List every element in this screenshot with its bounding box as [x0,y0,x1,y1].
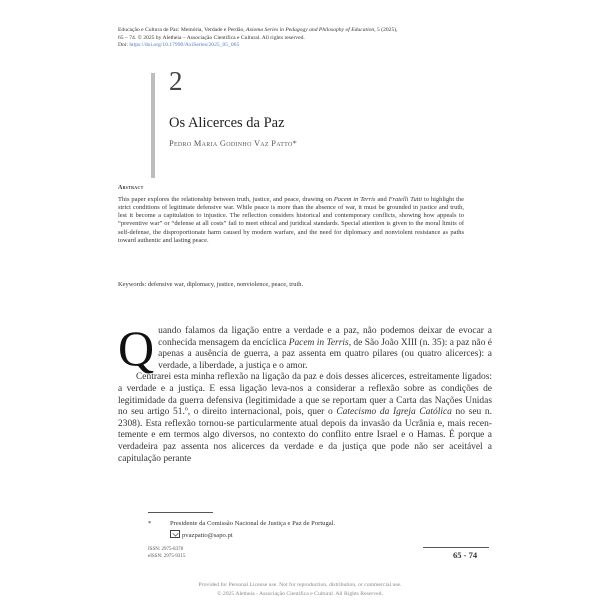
chapter-number: 2 [169,66,183,96]
drop-cap: Q [118,320,155,376]
chapter-side-bar [151,73,155,178]
issn-print: ISSN: 2975-8378 [148,547,184,552]
doi-label: Doi: [118,42,130,49]
issn-electronic: eISSN: 2975-9315 [148,554,186,560]
footnote-email [170,530,233,539]
page-range: 65 - 74 [453,550,478,560]
license-line-1: Provided for Personal License use. Not for reproduction, distribution, or commercial use. [198,582,402,588]
footnote-text: Presidente da Comissão Nacional de Justiça e Paz de Portugal. [170,520,336,527]
author-name: Pedro Maria Godinho Vaz Patto* [169,139,298,148]
citation-line-2: 65 – 74. © 2025 by Aletheia – Associação Científica e Cultural. All rights reserved. [118,34,305,41]
license-line-2: © 2025 Aletheia - Associação Científica e Cultural. All Rights Reserved. [217,590,383,597]
paragraph-1: Quando falamos da ligação entre a verdade e a paz, não podemos deixar de evocar a conhecida mensagem da encíclica Pacem in Terris, de São João XIII (n. 35): a paz não é apenas a ausência de guerra, a paz assenta em quatro pilares (ou quatro alicerces): a verdade, a liberdade, a justiça e o amor. [118,320,492,376]
series-title: Axioma Series in Pedagogy and Philosophy of Education [246,27,375,33]
footnote-marker: * [148,520,152,527]
doi-line [118,42,490,50]
citation-header [118,27,490,50]
abstract-heading: Abstract [118,185,144,191]
pages-divider [423,547,489,548]
keywords: Keywords: defensive war, diplomacy, justice, nonviolence, peace, truth. [118,281,304,288]
paragraph-2: Centrarei esta minha reflexão na ligação da paz e dois desses alicerces, estreitamente ligados: a verdade e a justiça. E essa ligação leva-nos a considerar a reflexão sobre as condições de legitimidade da guerra defensiva (legitimidade a que se reportam quer a Carta das Nações Unidas no seu artigo 51.º, o direito internacional, pois, quer o Catecismo da Igreja Católica no seu n. 2308). Esta reflexão tornou-se particularmente atual depois da invasão da Ucrânia e, mais recentemente e em termos algo diversos, no contexto do conflito entre Israel e o Hamas. É porque a verdadeira paz assenta nos alicerces da verdade e da justiça que pode não ser aceitável a capitulação perante [118,372,492,464]
footnote-divider [148,512,213,513]
envelope-icon [170,530,180,538]
citation-line-1: Educação e Cultura de Paz: Memória, Verdade e Perdão, Axioma Series in Pedagogy and Philosophy of Education, 5 (2025), [118,27,398,33]
body-text [118,320,492,465]
issn-block [148,546,185,561]
chapter-title: Os Alicerces da Paz [169,115,285,131]
email-link[interactable]: pvazpatto@sapo.pt [182,532,233,539]
license-notice [0,581,600,599]
abstract-text: This paper explores the relationship between truth, justice, and peace, drawing on Pacem in Terris and Fratelli Tutti to highlight the strict conditions of legitimate defensive war. While peace is more than the absence of war, it must be grounded in justice and truth, lest it become a capitulation to injustice. The reflection considers historical and contemporary conflicts, showing how appeals to “preventive war” or “defense at all costs” fail to meet ethical and juridical standards. Special attention is given to the moral limits of self-defense, the disproportionate harm caused by modern warfare, and the need for diplomacy and nonviolent resistance as paths toward authentic and lasting peace. [118,196,464,244]
doi-link[interactable]: https://doi.org/10.17990/AxiSeries/2025_05_065 [129,42,240,49]
